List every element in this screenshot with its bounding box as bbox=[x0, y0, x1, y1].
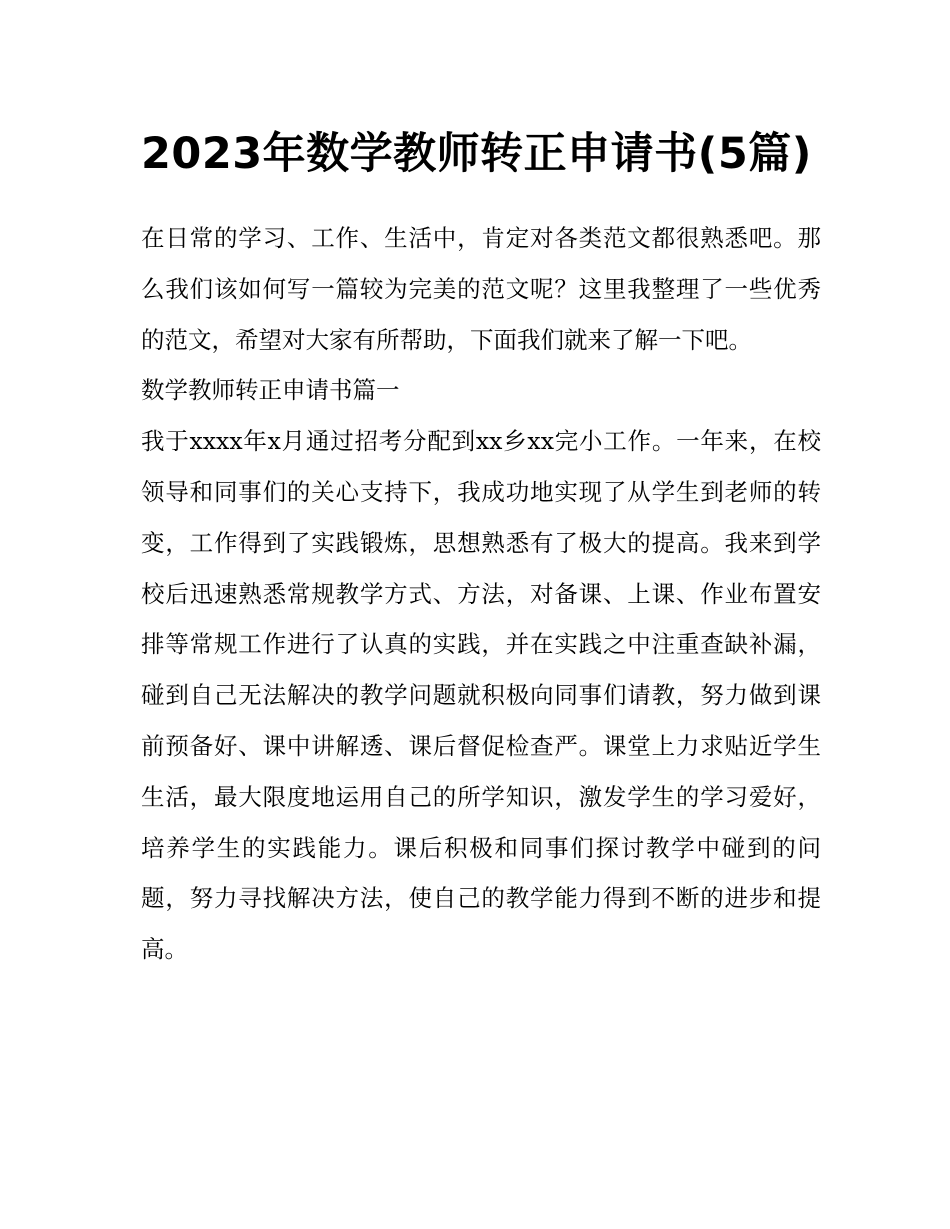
intro-paragraph: 在日常的学习、工作、生活中，肯定对各类范文都很熟悉吧。那么我们该如何写一篇较为完美的范文呢？这里我整理了一些优秀的范文，希望对大家有所帮助，下面我们就来了解一下吧。 bbox=[141, 224, 821, 354]
section-body-paragraph: 我于xxxx年x月通过招考分配到xx乡xx完小工作。一年来，在校领导和同事们的关心支持下，我成功地实现了从学生到老师的转变，工作得到了实践锻炼，思想熟悉有了极大的提高。我来到学校后迅速熟悉常规教学方式、方法，对备课、上课、作业布置安排等常规工作进行了认真的实践，并在实践之中注重查缺补漏，碰到自己无法解决的教学问题就积极向同事们请教，努力做到课前预备好、课中讲解透、课后督促检查严。课堂上力求贴近学生生活，最大限度地运用自己的所学知识，激发学生的学习爱好，培养学生的实践能力。课后积极和同事们探讨教学中碰到的问题，努力寻找解决方法，使自己的教学能力得到不断的进步和提高。 bbox=[141, 427, 821, 964]
section-heading: 数学教师转正申请书篇一 bbox=[141, 376, 400, 405]
document-content bbox=[141, 112, 821, 975]
document-title: 2023年数学教师转正申请书(5篇) bbox=[141, 129, 812, 179]
